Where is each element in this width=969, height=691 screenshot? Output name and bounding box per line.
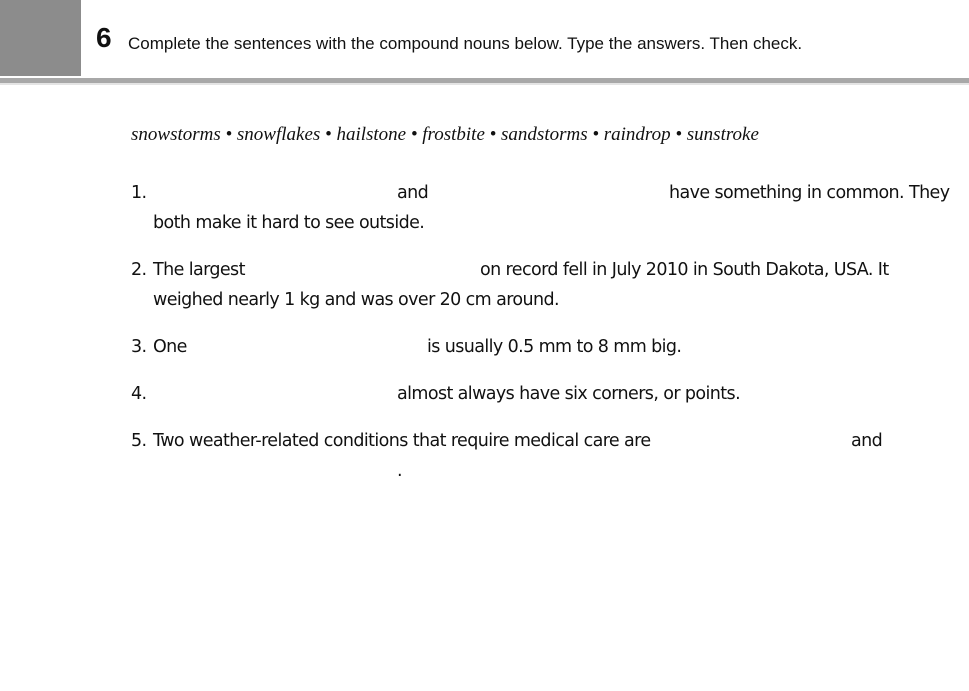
question-text-line2: weighed nearly 1 kg and was over 20 cm around. xyxy=(153,290,559,310)
word-bank: snowstorms • snowflakes • hailstone • frostbite • sandstorms • raindrop • sunstroke xyxy=(131,124,759,145)
answer-input-5b[interactable] xyxy=(152,460,390,484)
question-text: have something in common. They xyxy=(669,183,950,203)
question-text: and xyxy=(851,431,883,451)
question-number: 2. xyxy=(131,260,147,280)
answer-input-2[interactable] xyxy=(240,258,474,282)
answer-input-5a[interactable] xyxy=(612,429,844,453)
answer-input-4[interactable] xyxy=(152,382,390,406)
question-text-line2: . xyxy=(397,461,402,481)
question-number: 1. xyxy=(131,183,147,203)
question-text-line2: both make it hard to see outside. xyxy=(153,213,425,233)
answer-input-1a[interactable] xyxy=(152,181,390,205)
question-number: 5. xyxy=(131,431,147,451)
question-text: Two weather-related conditions that require medical care are xyxy=(153,431,651,451)
question-text: almost always have six corners, or points. xyxy=(397,384,741,404)
question-text: and xyxy=(397,183,429,203)
question-number: 4. xyxy=(131,384,147,404)
answer-input-1b[interactable] xyxy=(430,181,662,205)
question-text: is usually 0.5 mm to 8 mm big. xyxy=(427,337,682,357)
header-divider-shadow xyxy=(0,83,969,85)
header-gray-block xyxy=(0,0,81,76)
exercise-instruction: Complete the sentences with the compound nouns below. Type the answers. Then check. xyxy=(128,34,803,53)
exercise-number: 6 xyxy=(96,22,112,53)
answer-input-3[interactable] xyxy=(188,335,420,359)
question-text: One xyxy=(153,337,187,357)
question-text: The largest xyxy=(153,260,245,280)
exercise-header xyxy=(0,0,969,82)
question-number: 3. xyxy=(131,337,147,357)
question-text: on record fell in July 2010 in South Dakota, USA. It xyxy=(480,260,889,280)
